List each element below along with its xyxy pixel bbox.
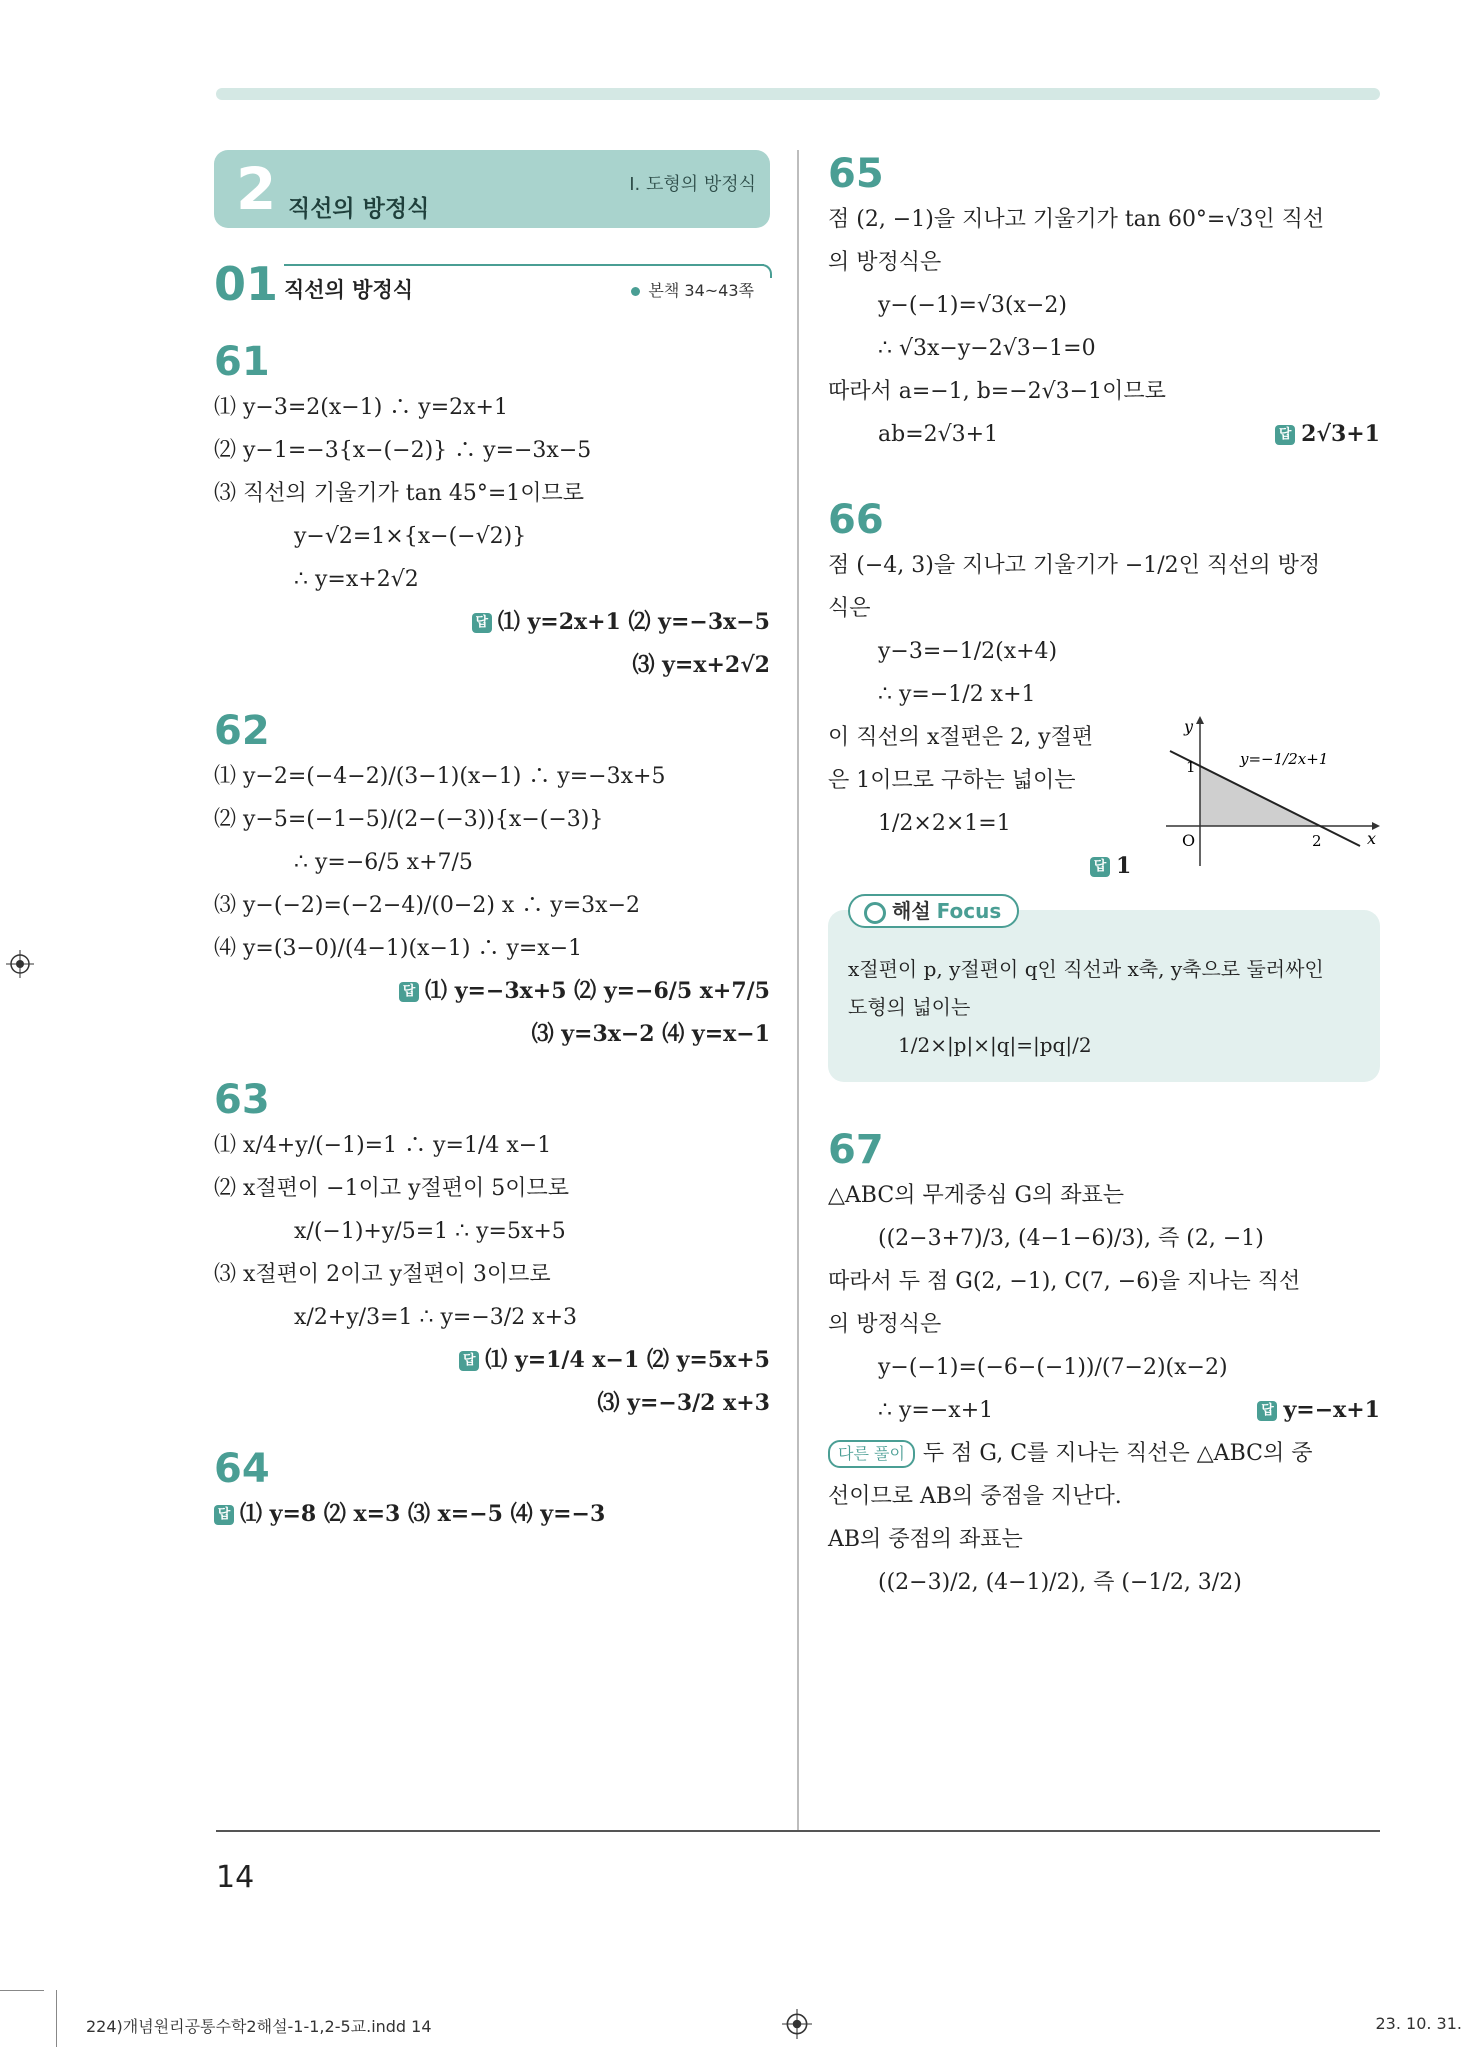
solution-line: y−(−1)=(−6−(−1))/(7−2)(x−2) [878,1355,1228,1380]
solution-line: 이 직선의 x절편은 2, y절편 [828,725,1094,750]
solution-line: y−√2=1×{x−(−√2)} [294,524,527,549]
solution-line: 의 방정식은 [828,250,942,275]
solution-line: ⑴ y−2=(−4−2)/(3−1)(x−1) ∴ y=−3x+5 [214,764,666,789]
solution-line: ∴ √3x−y−2√3−1=0 [878,336,1096,361]
chapter-title: 직선의 방정식 [288,196,430,222]
registration-mark-icon [782,2009,812,2039]
problem-63 [214,1076,770,1425]
graph-section [828,716,1380,850]
problem-61 [214,338,770,687]
answer-text: 1 [1116,853,1132,879]
footer-file-info: 224)개념원리공통수학2해설-1-1,2-5교.indd 14 [86,2017,432,2036]
focus-box [828,899,1380,1082]
focus-line: x절편이 p, y절편이 q인 직선과 x축, y축으로 둘러싸인 [848,957,1324,981]
solution-line: y−(−1)=√3(x−2) [878,293,1067,318]
focus-title-en: Focus [936,899,1002,923]
answer-text: ⑴ y=8 ⑵ x=3 ⑶ x=−5 ⑷ y=−3 [240,1501,606,1527]
x-tick-label: 2 [1312,832,1322,850]
solution-line: 식은 [828,596,871,621]
solution-line: y−3=−1/2(x+4) [878,639,1058,664]
problem-number: 62 [214,708,270,754]
solution-line [828,1389,1380,1432]
solution-line: 1/2×2×1=1 [878,811,1011,836]
answer-line [1257,1389,1380,1432]
problem-number: 67 [828,1127,884,1173]
chapter-subtitle: Ⅰ. 도형의 방정식 [629,174,756,195]
answer-text: ⑴ y=2x+1 ⑵ y=−3x−5 [497,609,770,635]
solution-line: ⑵ y−5=(−1−5)/(2−(−3)){x−(−3)} [214,807,604,832]
solution-line: ⑴ y−3=2(x−1) ∴ y=2x+1 [214,395,508,420]
problem-number: 64 [214,1446,270,1492]
answer-icon: 답 [399,982,419,1002]
solution-line: AB의 중점의 좌표는 [828,1527,1023,1552]
solution-line: 점 (−4, 3)을 지나고 기울기가 −1/2인 직선의 방정 [828,553,1321,578]
answer-icon: 답 [214,1505,234,1525]
solution-text: 두 점 G, C를 지나는 직선은 △ABC의 중 [922,1441,1313,1466]
solution-line: 은 1이므로 구하는 넓이는 [828,768,1076,793]
problem-number: 66 [828,497,884,543]
answer-line [1275,413,1380,456]
line-equation-label: y=−1/2x+1 [1240,750,1329,768]
solution-line: ∴ y=−1/2 x+1 [878,682,1036,707]
alt-solution-tag: 다른 풀이 [828,1440,915,1468]
focus-line: 1/2×|p|×|q|=|pq|/2 [898,1033,1092,1057]
answer-text: ⑴ y=−3x+5 ⑵ y=−6/5 x+7/5 [425,978,770,1004]
page-number: 14 [216,1860,255,1895]
problem-62 [214,707,770,1056]
section-page-ref [631,278,754,301]
footer-date: 23. 10. 31. [1375,2014,1462,2033]
answer-icon: 답 [1257,1401,1277,1421]
answer-line: ⑶ y=x+2√2 [632,652,770,678]
x-axis-label: x [1367,829,1377,848]
column-divider [797,150,799,1830]
solution-line: x/(−1)+y/5=1 ∴ y=5x+5 [294,1219,566,1244]
answer-line [214,1339,770,1382]
bullet-icon [631,287,640,296]
solution-line: 따라서 a=−1, b=−2√3−1이므로 [828,379,1166,404]
solution-text: ab=2√3+1 [878,422,999,447]
answer-text: y=−x+1 [1283,1397,1380,1423]
problem-number: 61 [214,339,270,385]
answer-icon: 답 [1090,857,1110,877]
y-tick-label: 1 [1186,758,1196,776]
section-header [214,256,770,318]
answer-line [214,601,770,644]
section-title: 직선의 방정식 [284,278,414,302]
crop-mark [0,1990,44,1991]
section-rule [284,264,764,266]
problem-67 [828,1126,1380,1604]
solution-line [828,413,1380,456]
solution-line: x/2+y/3=1 ∴ y=−3/2 x+3 [294,1305,578,1330]
registration-mark-icon [6,950,34,978]
top-decoration-bar [216,88,1380,100]
solution-line [828,1432,1380,1475]
crop-mark [56,1990,57,2047]
section-number: 01 [214,257,279,311]
chapter-header [214,150,770,228]
answer-text: 2√3+1 [1301,421,1380,447]
solution-line: 따라서 두 점 G(2, −1), C(7, −6)을 지나는 직선 [828,1269,1301,1294]
graph-text [828,716,1158,845]
solution-line: △ABC의 무게중심 G의 좌표는 [828,1183,1125,1208]
bottom-rule [216,1830,1380,1832]
answer-line: ⑶ y=3x−2 ⑷ y=x−1 [531,1021,770,1047]
section-ref-text: 본책 34~43쪽 [648,281,754,300]
solution-line: 선이므로 AB의 중점을 지난다. [828,1484,1122,1509]
origin-label: O [1182,831,1196,850]
problem-64 [214,1445,770,1536]
chapter-number: 2 [236,155,277,223]
problem-65 [828,150,1380,456]
solution-line: ((2−3+7)/3, (4−1−6)/3), 즉 (2, −1) [878,1226,1264,1251]
answer-line [214,1493,770,1536]
left-column [214,150,770,1536]
problem-number: 63 [214,1077,270,1123]
y-axis-label: y [1184,717,1194,736]
answer-icon: 답 [459,1351,479,1371]
solution-line: ((2−3)/2, (4−1)/2), 즉 (−1/2, 3/2) [878,1570,1242,1595]
solution-line: ⑴ x/4+y/(−1)=1 ∴ y=1/4 x−1 [214,1133,552,1158]
solution-line: ∴ y=x+2√2 [294,567,419,592]
solution-line: 의 방정식은 [828,1312,942,1337]
target-icon [864,902,886,924]
problem-66 [828,496,1380,1082]
solution-line: ⑶ x절편이 2이고 y절편이 3이므로 [214,1262,551,1287]
problem-number: 65 [828,151,884,197]
solution-line: ⑵ x절편이 −1이고 y절편이 5이므로 [214,1176,570,1201]
focus-line: 도형의 넓이는 [848,995,971,1019]
focus-title: 해설 [892,899,931,923]
focus-tab [848,894,1019,928]
answer-text: ⑴ y=1/4 x−1 ⑵ y=5x+5 [485,1347,770,1373]
solution-line: ⑶ y−(−2)=(−2−4)/(0−2) x ∴ y=3x−2 [214,893,641,918]
solution-line: ∴ y=−6/5 x+7/5 [294,850,473,875]
answer-line: ⑶ y=−3/2 x+3 [597,1390,770,1416]
answer-icon: 답 [1275,425,1295,445]
right-column [828,150,1380,1604]
solution-line: ⑶ 직선의 기울기가 tan 45°=1이므로 [214,481,585,506]
solution-line: 점 (2, −1)을 지나고 기울기가 tan 60°=√3인 직선 [828,207,1325,232]
answer-line [214,970,770,1013]
line-graph [1160,716,1380,876]
answer-icon: 답 [472,613,492,633]
solution-line: ⑷ y=(3−0)/(4−1)(x−1) ∴ y=x−1 [214,936,583,961]
solution-text: ∴ y=−x+1 [878,1398,994,1423]
solution-line: ⑵ y−1=−3{x−(−2)} ∴ y=−3x−5 [214,438,592,463]
y-axis-arrow-icon [1196,716,1204,724]
